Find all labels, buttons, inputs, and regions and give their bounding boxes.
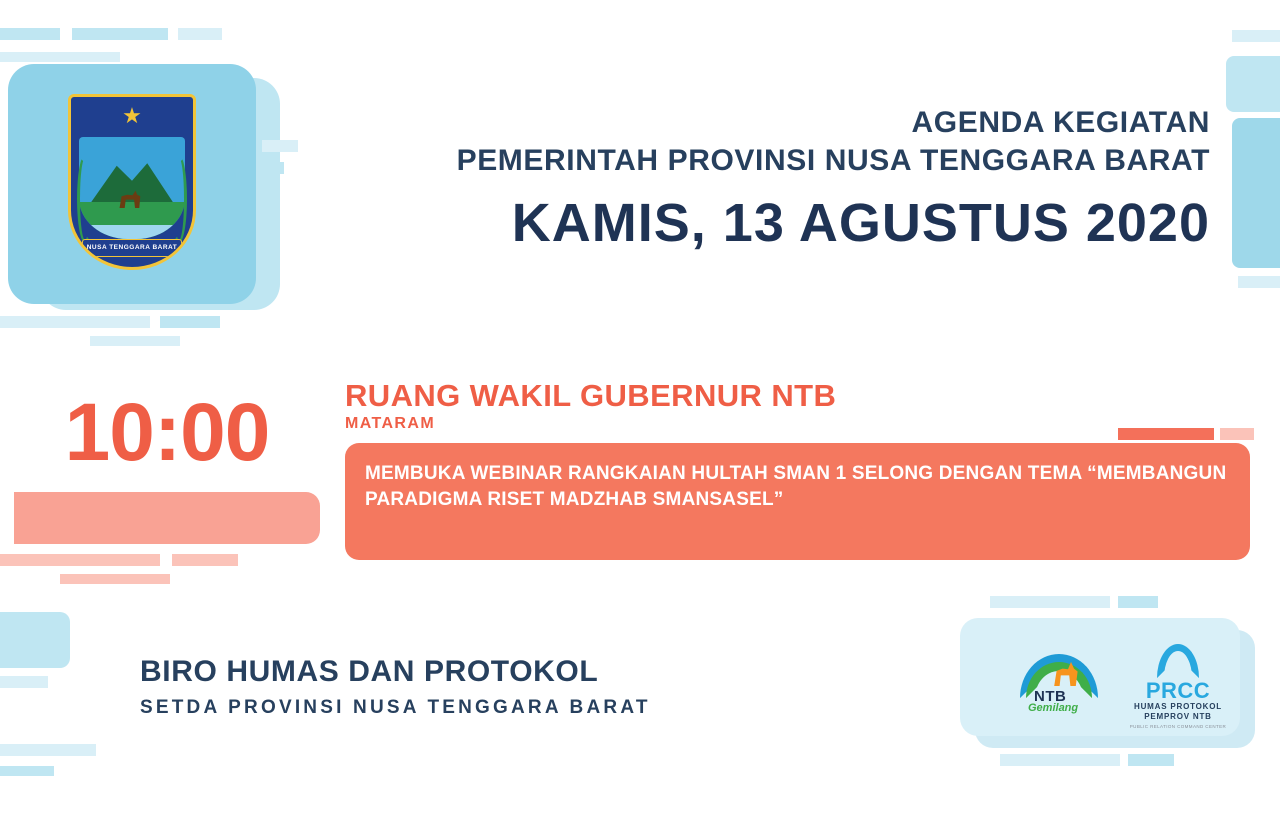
ntb-wordmark: NTB [1034,688,1067,705]
ntb-provincial-emblem [68,94,196,270]
deco-bar [1000,754,1120,766]
deco-bar [160,316,220,328]
deco-bar [72,28,168,40]
deco-bar [1226,56,1280,112]
deco-bar [1232,118,1280,268]
prcc-arc-icon [1157,644,1199,678]
wreath-right-icon [171,155,187,243]
deco-bar [0,744,96,756]
deco-bar-red [1118,428,1214,440]
emblem-shield [68,94,196,270]
header-line-1: AGENDA KEGIATAN [911,106,1210,139]
deco-bar-red [0,554,160,566]
emblem-scene [79,137,185,239]
deco-bar-red [172,554,238,566]
agenda-date: KAMIS, 13 AGUSTUS 2020 [511,193,1210,253]
wreath-left-icon [77,155,93,243]
deco-bar [0,612,70,668]
agenda-description: MEMBUKA WEBINAR RANGKAIAN HULTAH SMAN 1 SELONG DENGAN TEMA “MEMBANGUN PARADIGMA RISET MADZHAB SMANSASEL” [365,463,1227,510]
agenda-venue: RUANG WAKIL GUBERNUR NTB [345,378,837,413]
footer-title: BIRO HUMAS DAN PROTOKOL [140,655,599,688]
ntb-gemilang-logo [1020,648,1106,714]
prcc-subtitle-1: HUMAS PROTOKOL [1134,702,1222,711]
deco-bar [0,316,150,328]
star-icon: ★ [122,103,142,128]
deco-bar-red [60,574,170,584]
poster-header [457,104,1210,254]
agenda-description-card [345,443,1250,560]
deco-bar [0,676,48,688]
agenda-time: 10:00 [64,387,270,478]
ntb-tagline: Gemilang [1028,702,1079,714]
deco-bar [1238,276,1280,288]
emblem-ribbon-label: NUSA TENGGARA BARAT [82,239,182,257]
deco-bar [178,28,222,40]
water-shape [79,225,185,239]
header-line-2: PEMERINTAH PROVINSI NUSA TENGGARA BARAT [456,144,1210,177]
deco-bar [1118,596,1158,608]
deco-bar [0,28,60,40]
deco-bar [262,140,298,152]
deco-bar [90,336,180,346]
deco-bar [0,52,120,62]
deco-bar [262,162,284,174]
prcc-subtitle-2: PEMPROV NTB [1144,712,1212,721]
footer-subtitle: SETDA PROVINSI NUSA TENGGARA BARAT [140,697,651,718]
deco-bar [0,766,54,776]
agenda-city: MATARAM [345,415,436,432]
deco-bar-red [14,492,320,544]
prcc-logo [1128,644,1228,729]
deco-bar-red [1220,428,1254,440]
prcc-wordmark: PRCC [1145,678,1211,703]
deco-bar [1128,754,1174,766]
deco-bar [1232,30,1280,42]
deco-bar [990,596,1110,608]
prcc-subtitle-3: PUBLIC RELATION COMMAND CENTER [1129,724,1227,729]
